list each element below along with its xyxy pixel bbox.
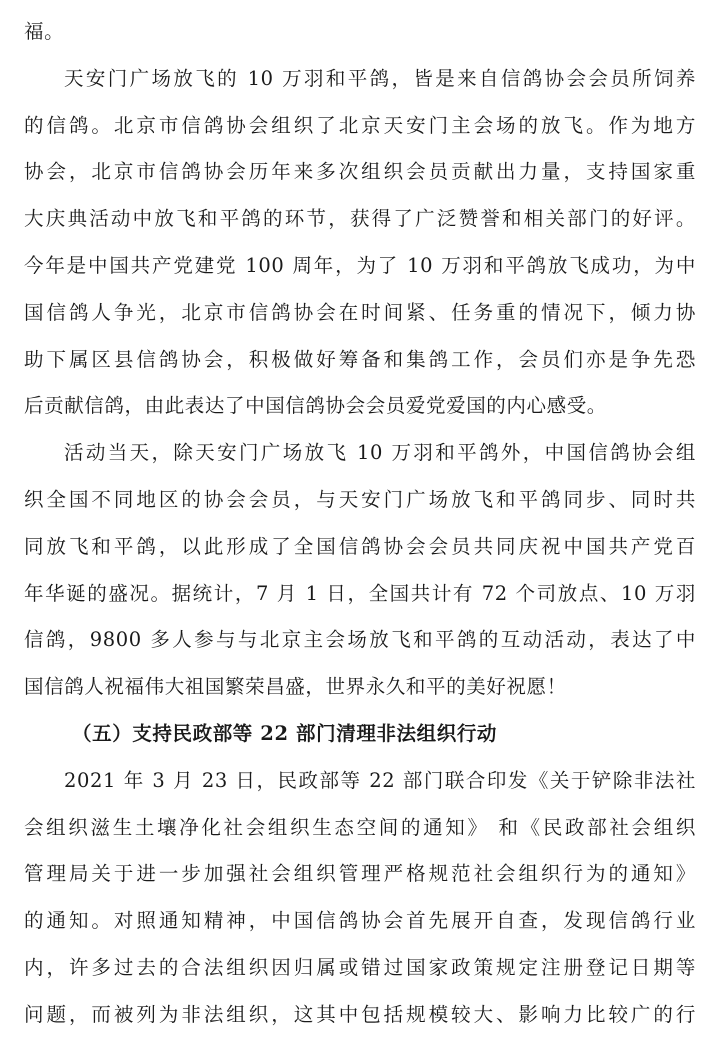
text-line-11: 织全国不同地区的协会会员，与天安门广场放飞和平鸽同步、同时共 (24, 487, 696, 511)
text-line-21: 内，许多过去的合法组织因归属或错过国家政策规定注册登记日期等 (24, 955, 696, 979)
text-line-2: 天安门广场放飞的 10 万羽和平鸽，皆是来自信鸽协会会员所饲养 (64, 66, 696, 90)
text-line-7: 国信鸽人争光，北京市信鸽协会在时间紧、任务重的情况下，倾力协 (24, 300, 696, 324)
text-line-22: 问题，而被列为非法组织，这其中包括规模较大、影响力比较广的行 (24, 1002, 696, 1026)
text-line-4: 协会，北京市信鸽协会历年来多次组织会员贡献出力量，支持国家重 (24, 160, 696, 184)
text-line-14: 信鸽，9800 多人参与与北京主会场放飞和平鸽的互动活动，表达了中 (24, 628, 696, 652)
text-line-9: 后贡献信鸽，由此表达了中国信鸽协会会员爱党爱国的内心感受。 (24, 394, 607, 418)
text-line-15: 国信鸽人祝福伟大祖国繁荣昌盛，世界永久和平的美好祝愿！ (24, 675, 567, 699)
text-line-18: 会组织滋生土壤净化社会组织生态空间的通知》 和《民政部社会组织 (24, 815, 696, 839)
text-line-20: 的通知。对照通知精神，中国信鸽协会首先展开自查，发现信鸽行业 (24, 909, 696, 933)
text-line-10: 活动当天，除天安门广场放飞 10 万羽和平鸽外，中国信鸽协会组 (64, 441, 696, 465)
text-line-6: 今年是中国共产党建党 100 周年，为了 10 万羽和平鸽放飞成功，为中 (24, 253, 696, 277)
text-line-13: 年华诞的盛况。据统计，7 月 1 日，全国共计有 72 个司放点、10 万羽 (24, 581, 696, 605)
text-line-19: 管理局关于进一步加强社会组织管理严格规范社会组织行为的通知》 (24, 862, 696, 886)
text-line-3: 的信鸽。北京市信鸽协会组织了北京天安门主会场的放飞。作为地方 (24, 113, 696, 137)
text-line-12: 同放飞和平鸽，以此形成了全国信鸽协会会员共同庆祝中国共产党百 (24, 534, 696, 558)
text-line-17: 2021 年 3 月 23 日，民政部等 22 部门联合印发《关于铲除非法社 (64, 768, 696, 792)
text-line-5: 大庆典活动中放飞和平鸽的环节，获得了广泛赞誉和相关部门的好评。 (24, 207, 696, 231)
section-heading: （五）支持民政部等 22 部门清理非法组织行动 (72, 721, 498, 745)
text-line-8: 助下属区县信鸽协会，积极做好筹备和集鸽工作，会员们亦是争先恐 (24, 347, 696, 371)
text-line-1: 福。 (24, 20, 65, 43)
